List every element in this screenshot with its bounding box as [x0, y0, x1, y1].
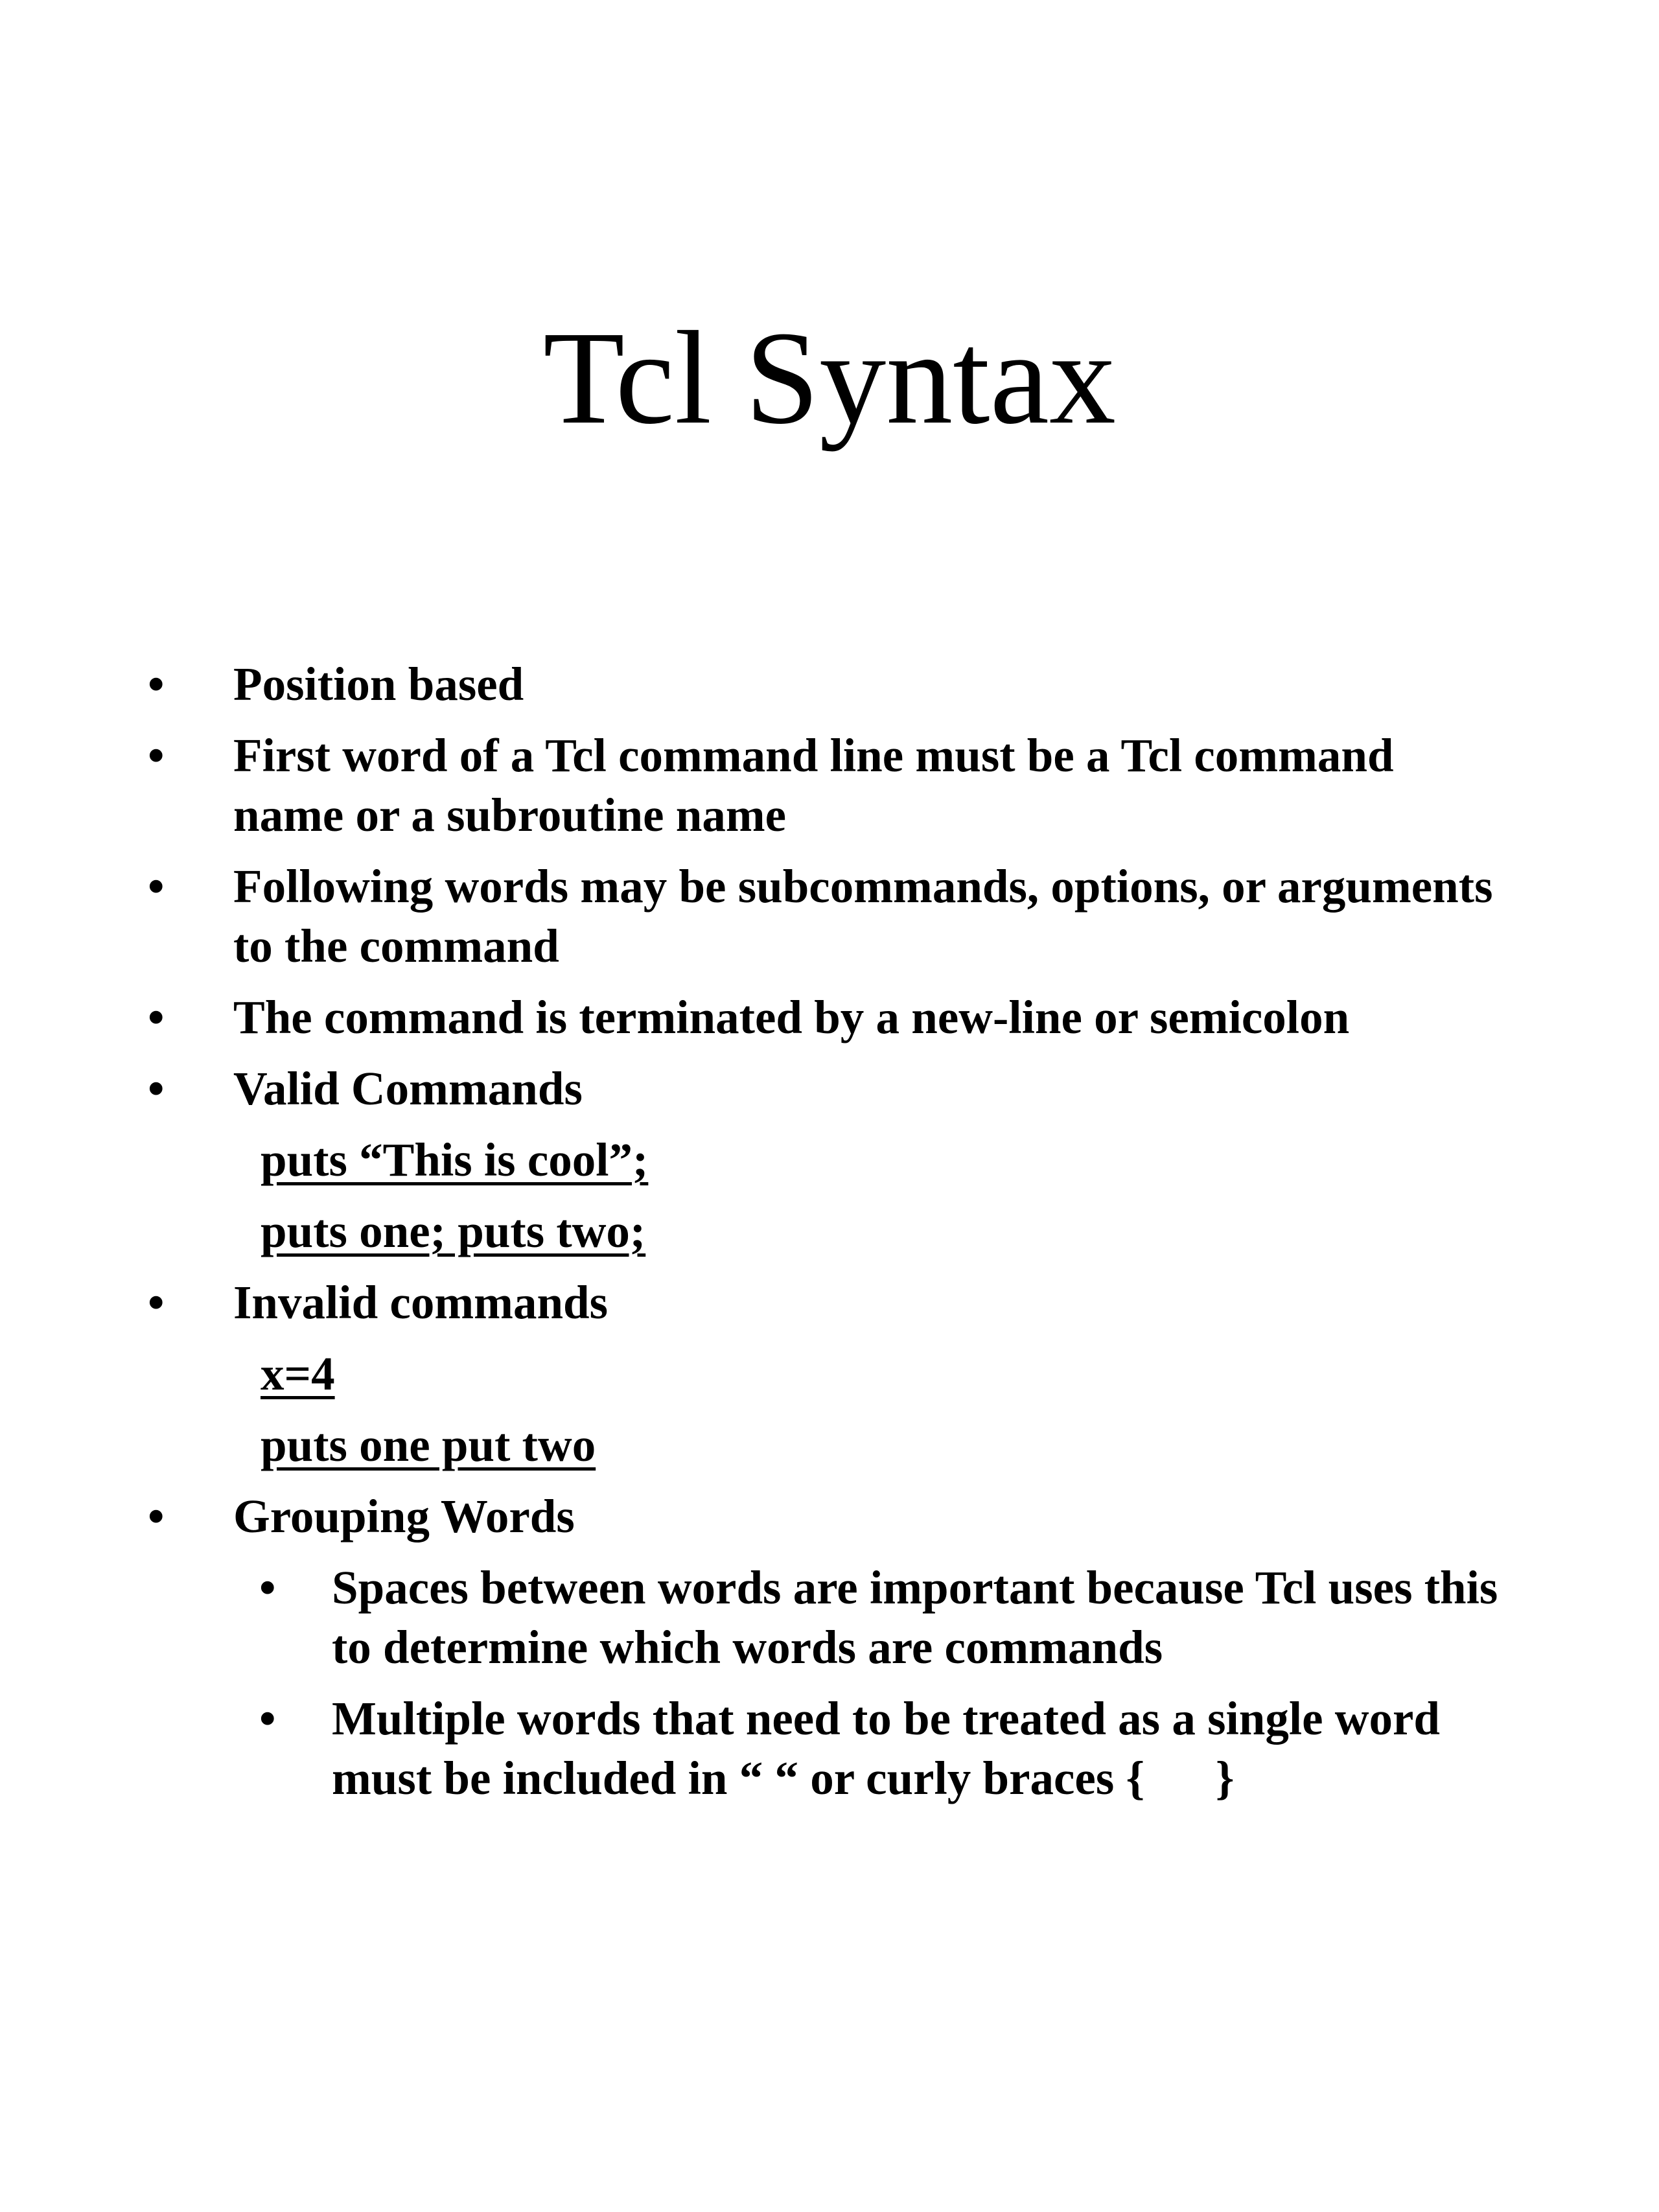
sub-bullet-text: Spaces between words are important because Tcl uses this to determine which words are commands — [332, 1561, 1498, 1673]
bullet-icon: • — [148, 1062, 165, 1115]
bullet-text: Invalid commands — [233, 1276, 609, 1329]
code-example — [0, 1415, 1492, 1475]
code-example — [0, 1130, 1492, 1190]
code-example — [0, 1344, 1492, 1404]
sub-bullet-item — [0, 1689, 1531, 1808]
bullet-list — [0, 655, 1659, 1820]
bullet-icon: • — [148, 658, 165, 710]
bullet-item — [0, 726, 1503, 845]
code-text: x=4 — [261, 1347, 335, 1400]
slide-title: Tcl Syntax — [543, 303, 1116, 452]
bullet-item — [0, 1059, 1503, 1119]
bullet-text: Position based — [233, 658, 524, 710]
bullet-item — [0, 1273, 1503, 1333]
bullet-icon: • — [148, 729, 165, 782]
sub-bullet-text: Multiple words that need to be treated as a single word must be included in “ “ or curly braces { } — [332, 1692, 1452, 1804]
bullet-item — [0, 988, 1503, 1047]
bullet-item — [0, 857, 1503, 976]
bullet-icon: • — [148, 1276, 165, 1329]
bullet-icon: • — [259, 1692, 276, 1745]
code-text: puts “This is cool”; — [261, 1134, 649, 1186]
bullet-text: Valid Commands — [233, 1062, 583, 1115]
sub-bullet-item — [0, 1558, 1531, 1677]
bullet-item — [0, 655, 1503, 714]
bullet-icon: • — [259, 1561, 276, 1614]
code-example — [0, 1202, 1492, 1261]
bullet-icon: • — [148, 860, 165, 913]
bullet-item — [0, 1487, 1503, 1546]
bullet-text: The command is terminated by a new-line or semicolon — [233, 991, 1350, 1043]
code-text: puts one put two — [261, 1419, 596, 1471]
bullet-text: First word of a Tcl command line must be a Tcl command name or a subroutine name — [233, 729, 1394, 841]
bullet-icon: • — [148, 1490, 165, 1543]
code-text: puts one; puts two; — [261, 1205, 646, 1257]
bullet-text: Following words may be subcommands, options, or arguments to the command — [233, 860, 1493, 972]
bullet-icon: • — [148, 991, 165, 1043]
bullet-text: Grouping Words — [233, 1490, 575, 1543]
